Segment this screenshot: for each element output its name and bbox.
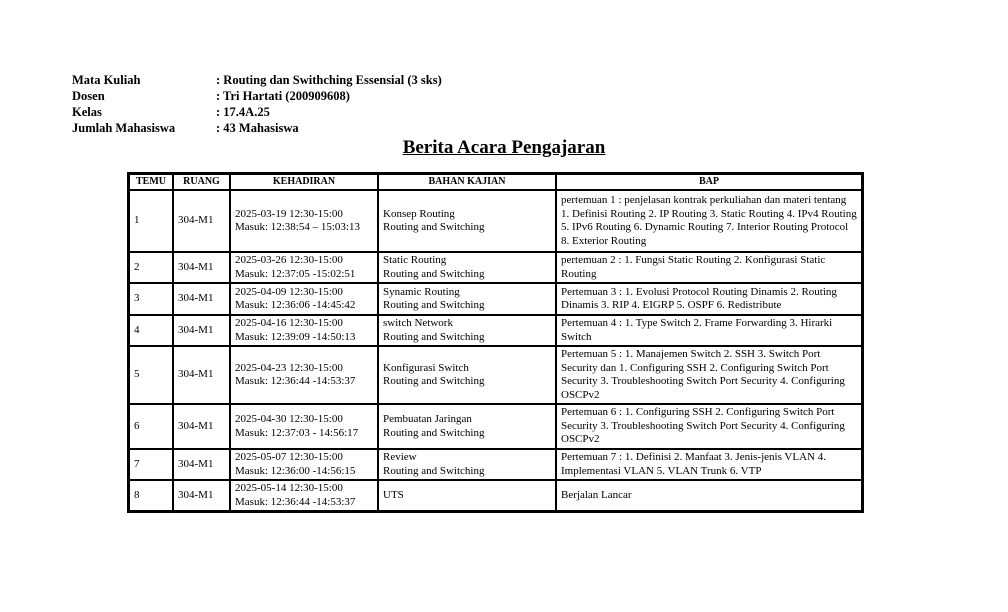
kehadiran-cell [230, 346, 378, 404]
attendance-time: Masuk: 12:36:06 -14:45:42 [235, 299, 356, 311]
topic: UTS [383, 488, 404, 501]
bap-cell: Pertemuan 4 : 1. Type Switch 2. Frame Forwarding 3. Hirarki Switch [556, 315, 862, 346]
students-row [72, 120, 442, 136]
kehadiran-cell [230, 283, 378, 315]
kehadiran-cell [230, 480, 378, 511]
lecturer-row [72, 88, 442, 104]
students-label: Jumlah Mahasiswa [72, 121, 176, 135]
ruang-cell: 304-M1 [173, 283, 230, 315]
class-row [72, 104, 442, 120]
schedule-time: 2025-04-30 12:30-15:00 [235, 413, 343, 425]
subject: Routing and Switching [383, 267, 485, 280]
bap-cell: Pertemuan 7 : 1. Definisi 2. Manfaat 3. Jenis-jenis VLAN 4. Implementasi VLAN 5. VLAN Trunk 6. VTP [556, 449, 862, 480]
lecturer-label: Dosen [72, 89, 105, 103]
course-row [72, 72, 442, 88]
bap-cell: Pertemuan 6 : 1. Configuring SSH 2. Configuring Switch Port Security 3. Troubleshooting Switch Port Security 4. Configuring OSCPv2 [556, 404, 862, 449]
temu-cell: 6 [129, 404, 173, 449]
bap-cell: Berjalan Lancar [556, 480, 862, 511]
kehadiran-cell [230, 315, 378, 346]
table-row [129, 283, 862, 315]
topic: switch Network [383, 317, 453, 329]
course-label: Mata Kuliah [72, 73, 141, 87]
course-info [72, 72, 442, 136]
subject: Routing and Switching [383, 375, 485, 387]
kehadiran-cell [230, 404, 378, 449]
ruang-cell: 304-M1 [173, 480, 230, 511]
temu-cell: 7 [129, 449, 173, 480]
ruang-cell: 304-M1 [173, 449, 230, 480]
attendance-time: Masuk: 12:36:00 -14:56:15 [235, 464, 356, 477]
page-title: Berita Acara Pengajaran [402, 137, 606, 158]
class-label: Kelas [72, 105, 102, 119]
bap-cell: pertemuan 1 : penjelasan kontrak perkuliahan dan materi tentang 1. Definisi Routing 2. IP Routing 3. Static Routing 4. IPv4 Routing 5. IPv6 Routing 6. Dynamic Routing 7. Interior Routing Protocol 8. Exterior Routing [556, 190, 862, 252]
temu-cell: 2 [129, 252, 173, 283]
bap-cell: pertemuan 2 : 1. Fungsi Static Routing 2. Konfigurasi Static Routing [556, 252, 862, 283]
table-row [129, 480, 862, 511]
course-value: : Routing dan Swithching Essensial (3 sks) [216, 73, 442, 87]
attendance-time: Masuk: 12:38:54 – 15:03:13 [235, 221, 360, 233]
topic: Static Routing [383, 254, 447, 266]
temu-cell: 3 [129, 283, 173, 315]
temu-cell: 5 [129, 346, 173, 404]
bahan-kajian-cell [378, 315, 556, 346]
ruang-cell: 304-M1 [173, 346, 230, 404]
col-header-ruang: RUANG [173, 174, 230, 190]
table-header-row [129, 174, 862, 190]
students-value: : 43 Mahasiswa [216, 121, 299, 135]
lecturer-value: : Tri Hartati (200909608) [216, 89, 350, 103]
bap-cell: Pertemuan 3 : 1. Evolusi Protocol Routing Dinamis 2. Routing Dinamis 3. RIP 4. EIGRP 5. OSPF 6. Redistribute [556, 283, 862, 315]
col-header-kehadiran: KEHADIRAN [230, 174, 378, 190]
table-row [129, 315, 862, 346]
topic: Konsep Routing [383, 207, 455, 220]
table-row [129, 190, 862, 252]
schedule-time: 2025-04-09 12:30-15:00 [235, 285, 343, 298]
subject: Routing and Switching [383, 426, 485, 439]
bahan-kajian-cell [378, 252, 556, 283]
subject: Routing and Switching [383, 221, 485, 233]
ruang-cell: 304-M1 [173, 252, 230, 283]
attendance-time: Masuk: 12:39:09 -14:50:13 [235, 330, 356, 343]
attendance-time: Masuk: 12:37:05 -15:02:51 [235, 267, 356, 280]
subject: Routing and Switching [383, 330, 485, 343]
attendance-time: Masuk: 12:36:44 -14:53:37 [235, 375, 356, 387]
bap-table [127, 172, 864, 513]
bahan-kajian-cell [378, 480, 556, 511]
table-row [129, 252, 862, 283]
topic: Synamic Routing [383, 285, 460, 298]
bahan-kajian-cell [378, 449, 556, 480]
temu-cell: 1 [129, 190, 173, 252]
temu-cell: 8 [129, 480, 173, 511]
attendance-time: Masuk: 12:37:03 - 14:56:17 [235, 426, 359, 439]
col-header-temu: TEMU [129, 174, 173, 190]
bahan-kajian-cell [378, 346, 556, 404]
temu-cell: 4 [129, 315, 173, 346]
topic: Review [383, 451, 417, 463]
schedule-time: 2025-03-19 12:30-15:00 [235, 207, 343, 220]
schedule-time: 2025-04-23 12:30-15:00 [235, 361, 343, 374]
schedule-time: 2025-04-16 12:30-15:00 [235, 317, 343, 329]
bap-cell: Pertemuan 5 : 1. Manajemen Switch 2. SSH 3. Switch Port Security dan 1. Configuring SSH 2. Configuring Switch Port Security 3. Troubleshooting Switch Port Security 4. Configuring OSCPv2 [556, 346, 862, 404]
ruang-cell: 304-M1 [173, 190, 230, 252]
schedule-time: 2025-05-07 12:30-15:00 [235, 451, 343, 463]
topic: Pembuatan Jaringan [383, 413, 472, 425]
bahan-kajian-cell [378, 190, 556, 252]
ruang-cell: 304-M1 [173, 404, 230, 449]
class-value: : 17.4A.25 [216, 105, 270, 119]
kehadiran-cell [230, 190, 378, 252]
table-row [129, 404, 862, 449]
col-header-bahan-kajian: BAHAN KAJIAN [378, 174, 556, 190]
bahan-kajian-cell [378, 283, 556, 315]
subject: Routing and Switching [383, 299, 485, 311]
ruang-cell: 304-M1 [173, 315, 230, 346]
schedule-time: 2025-03-26 12:30-15:00 [235, 254, 343, 266]
col-header-bap: BAP [556, 174, 862, 190]
kehadiran-cell [230, 449, 378, 480]
topic: Konfigurasi Switch [383, 361, 469, 374]
table-row [129, 449, 862, 480]
attendance-time: Masuk: 12:36:44 -14:53:37 [235, 495, 356, 508]
table-row [129, 346, 862, 404]
schedule-time: 2025-05-14 12:30-15:00 [235, 482, 343, 494]
bahan-kajian-cell [378, 404, 556, 449]
subject: Routing and Switching [383, 464, 485, 477]
kehadiran-cell [230, 252, 378, 283]
